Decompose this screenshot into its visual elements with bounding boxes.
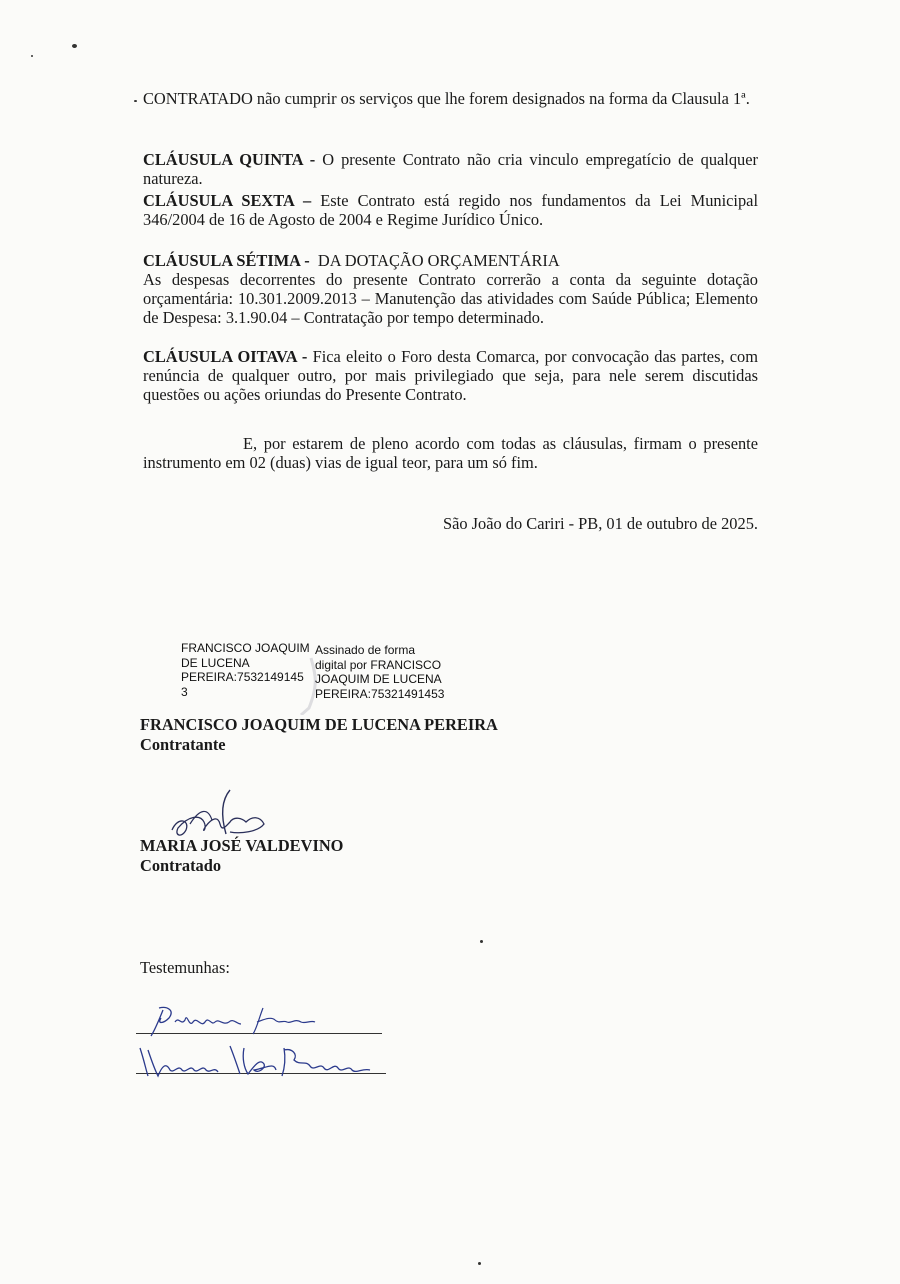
paragraph-text: O presente Contrato não cria vinculo empregatício de qualquer natureza. bbox=[143, 150, 758, 188]
signature-note-line: JOAQUIM DE LUCENA bbox=[315, 672, 442, 686]
signature-note-column bbox=[315, 643, 455, 701]
signature-note-line: digital por FRANCISCO bbox=[315, 657, 442, 672]
paragraph-clausula-setima bbox=[143, 251, 758, 327]
signature-note-line: Assinado de forma bbox=[315, 643, 416, 657]
signer-id-column bbox=[181, 641, 321, 699]
digital-signature-stamp bbox=[181, 641, 481, 711]
paragraph-text: As despesas decorrentes do presente Contrato correrão a conta da seguinte dotação orçamentária: 10.301.2009.2013 – Manutenção das atividades com Saúde Pública; Elemento de Despesa: 3.1.90.04 – Contratação por tempo determinado. bbox=[143, 270, 758, 327]
contratado-name: MARIA JOSÉ VALDEVINO bbox=[140, 836, 344, 855]
signer-id-line: PEREIRA:7532149145 bbox=[181, 670, 304, 684]
clause-heading: CLÁUSULA SÉTIMA - bbox=[143, 251, 310, 270]
contratante-role: Contratante bbox=[140, 735, 226, 754]
paragraph-clause-continuation bbox=[143, 89, 758, 108]
contratado-role: Contratado bbox=[140, 856, 222, 875]
scan-speck bbox=[478, 1262, 481, 1265]
clause-heading: CLÁUSULA SEXTA – bbox=[143, 191, 312, 210]
paragraph-clausula-quinta bbox=[143, 150, 758, 188]
scan-speck bbox=[134, 100, 137, 102]
signer-id-line: FRANCISCO JOAQUIM bbox=[181, 641, 310, 655]
paragraph-text: E, por estarem de pleno acordo com todas as cláusulas, firmam o presente instrumento em 02 (duas) vias de igual teor, para um só fim. bbox=[143, 434, 758, 472]
scan-speck bbox=[480, 940, 483, 943]
paragraph-text: Fica eleito o Foro desta Comarca, por convocação das partes, com renúncia de qualquer outro, por mais privilegiado que seja, para nele serem discutidas questões ou ações oriundas do Presente Contrato. bbox=[143, 347, 758, 404]
clause-heading: CLÁUSULA QUINTA - bbox=[143, 150, 316, 169]
signature-note-line: PEREIRA:75321491453 bbox=[315, 686, 445, 701]
clause-heading: CLÁUSULA OITAVA - bbox=[143, 347, 308, 366]
contratante-name: FRANCISCO JOAQUIM DE LUCENA PEREIRA bbox=[140, 715, 498, 734]
paragraph-clausula-sexta bbox=[143, 191, 758, 229]
paragraph-closing bbox=[143, 434, 758, 472]
paragraph-clausula-oitava bbox=[143, 347, 758, 404]
clause-subheading: DA DOTAÇÃO ORÇAMENTÁRIA bbox=[309, 251, 560, 270]
signer-id-line: 3 bbox=[181, 684, 188, 699]
paragraph-text: Este Contrato está regido nos fundamentos da Lei Municipal 346/2004 de 16 de Agosto de 2004 e Regime Jurídico Único. bbox=[143, 191, 759, 229]
signer-id-line: DE LUCENA bbox=[181, 655, 250, 670]
paragraph-text: CONTRATADO não cumprir os serviços que lhe forem designados na forma da Clausula 1ª. bbox=[143, 89, 750, 108]
date-place-line: São João do Cariri - PB, 01 de outubro de 2025. bbox=[442, 514, 758, 533]
scan-speck bbox=[72, 44, 77, 48]
witnesses-label: Testemunhas: bbox=[140, 958, 230, 977]
witness-2-handwritten-signature bbox=[134, 1040, 384, 1082]
scan-speck bbox=[31, 55, 33, 57]
witness-1-handwritten-signature bbox=[145, 1002, 335, 1040]
